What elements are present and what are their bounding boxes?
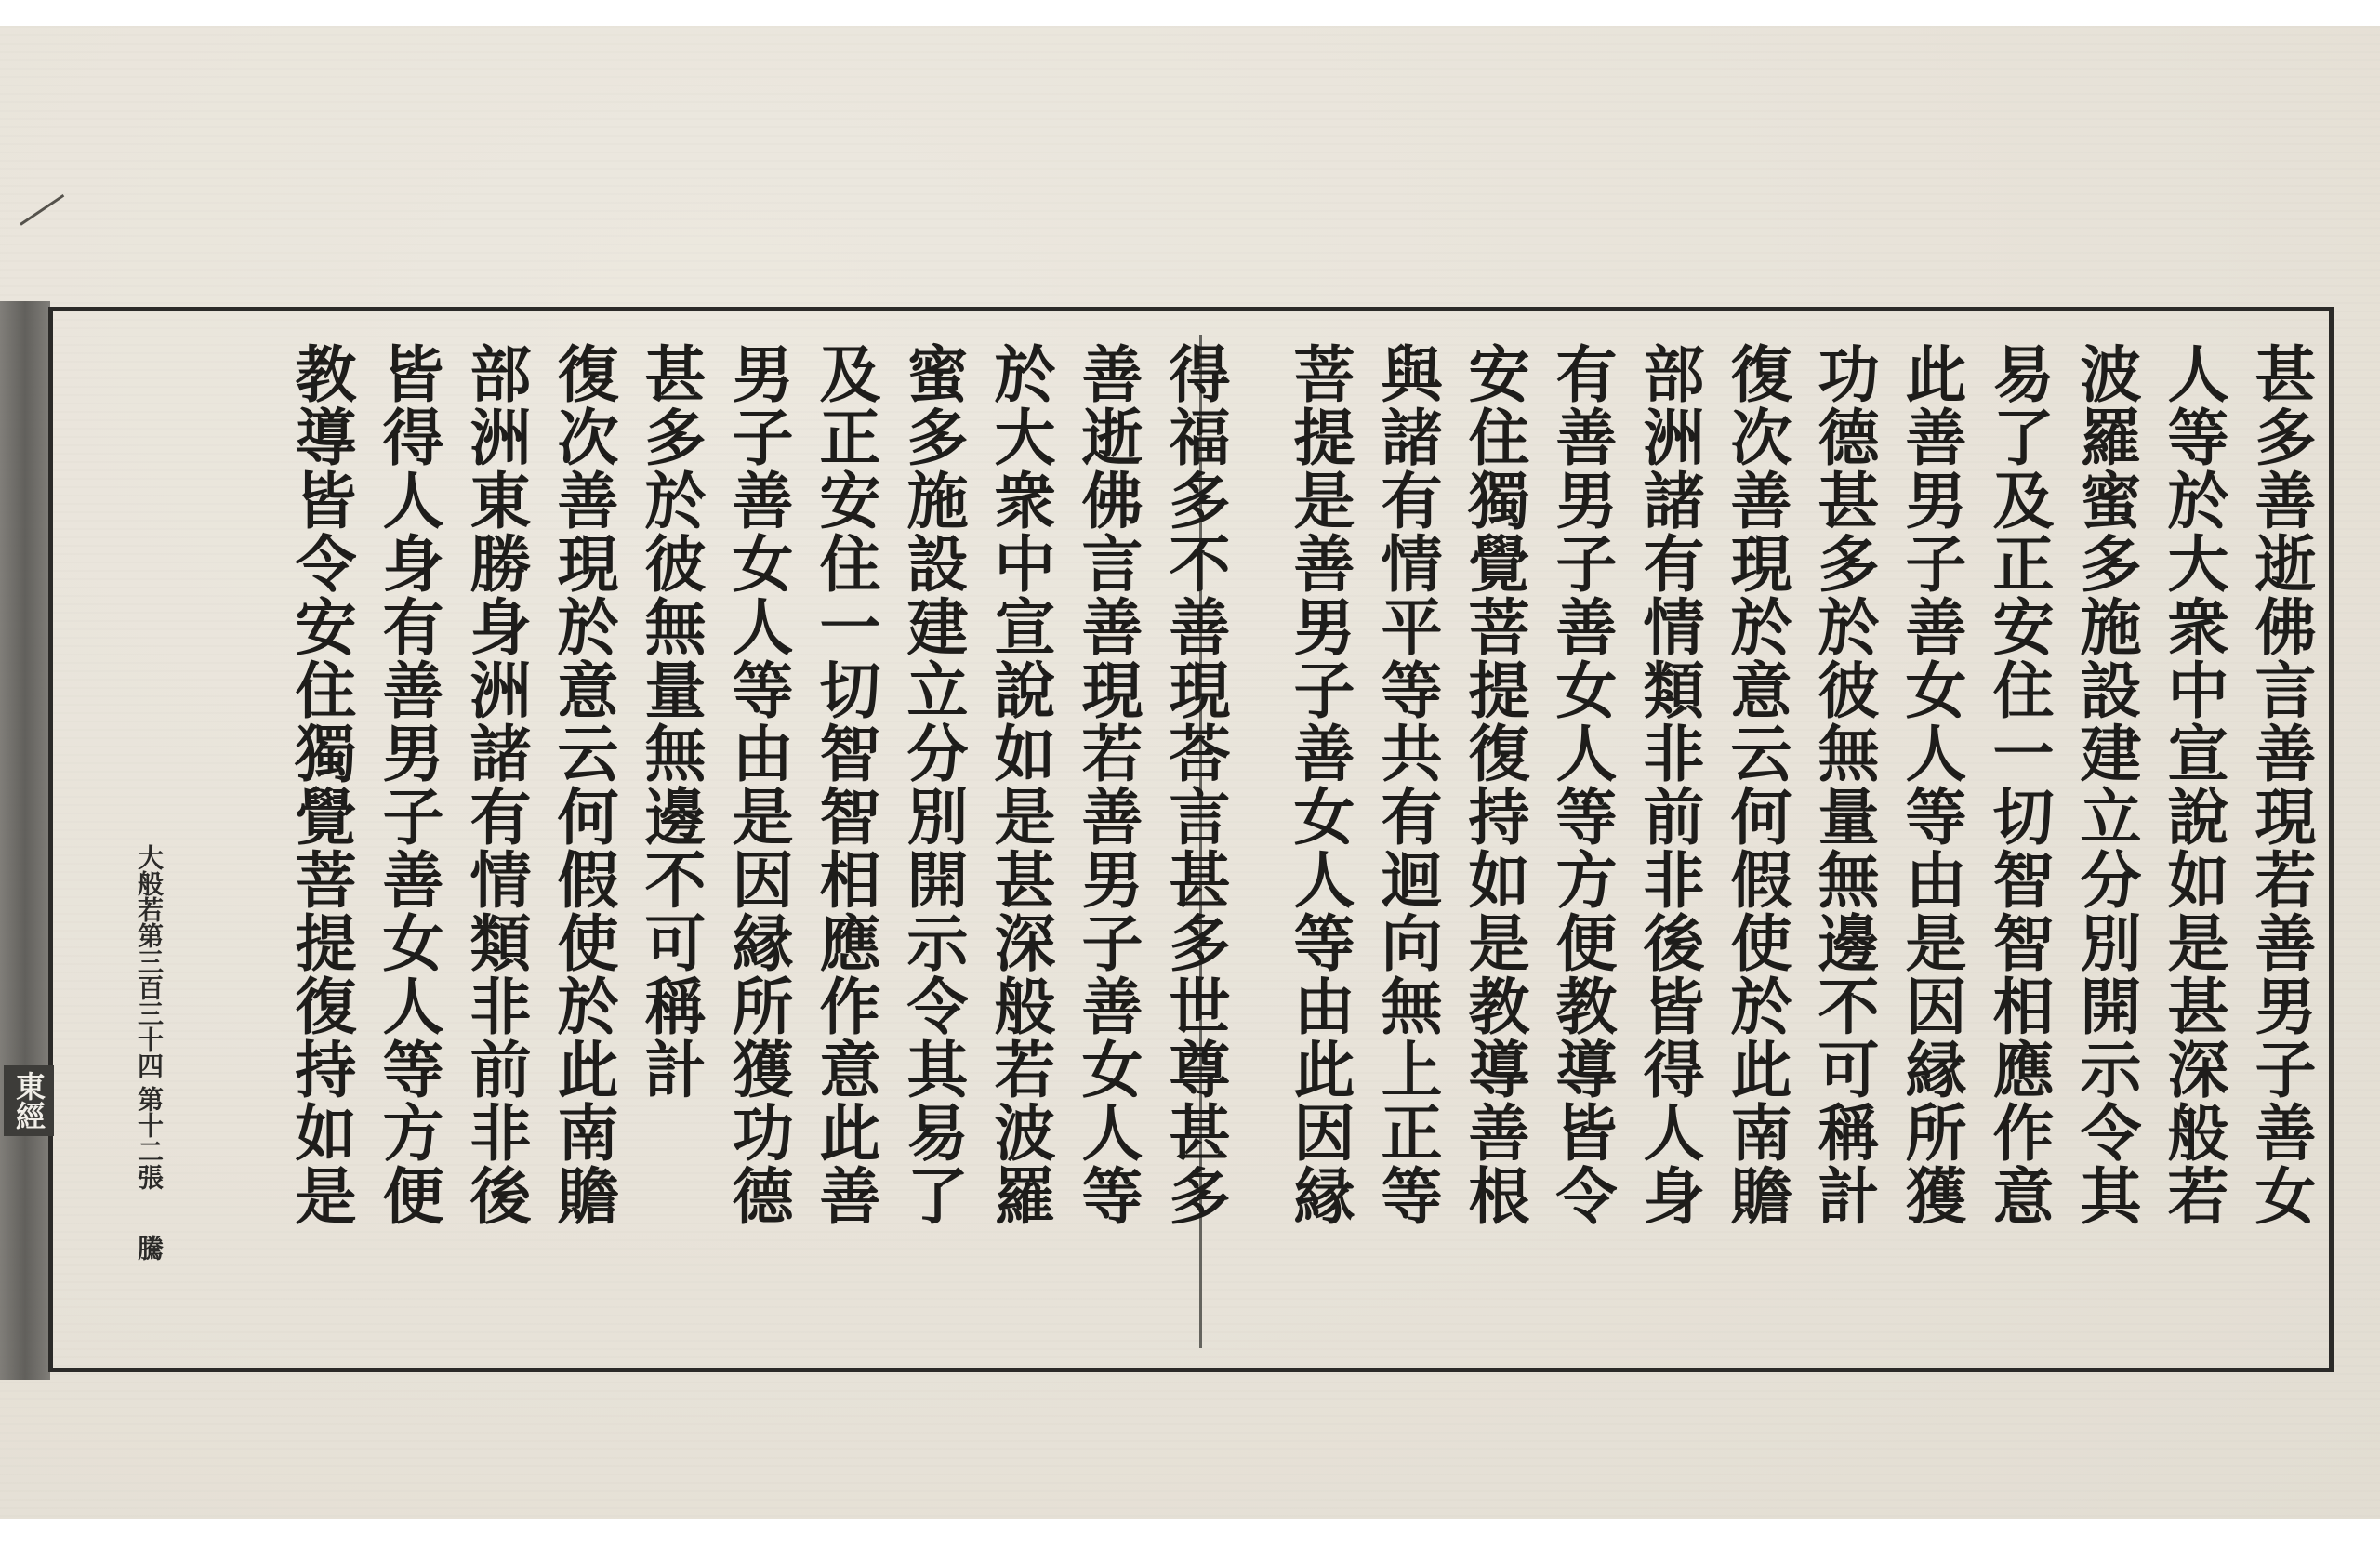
text-column: 易了及正安住一切智智相應作意	[1982, 342, 2055, 1227]
text-column: 部洲東勝身洲諸有情類非前非後	[459, 342, 532, 1227]
text-column: 復次善現於意云何假使於此南贍	[1720, 342, 1792, 1227]
text-column: 復次善現於意云何假使於此南贍	[547, 342, 619, 1227]
side-stamp: 東經	[4, 1065, 54, 1136]
marginal-title: 大般若第三百三十四	[134, 844, 165, 1078]
text-column: 安住獨覺菩提復持如是教導善根	[1458, 342, 1530, 1227]
text-column: 有善男子善女人等方便教導皆令	[1545, 342, 1618, 1227]
text-column: 得福多不善現荅言甚多世尊甚多	[1158, 342, 1231, 1227]
text-column: 功德甚多於彼無量無邊不可稱計	[1807, 342, 1880, 1227]
scripture-page	[0, 26, 2380, 1519]
text-column: 此善男子善女人等由是因縁所獲	[1895, 342, 1967, 1227]
text-column: 男子善女人等由是因縁所獲功德	[721, 342, 794, 1227]
text-column: 人等於大衆中宣說如是甚深般若	[2157, 342, 2229, 1227]
text-column: 蜜多施設建立分別開示令其易了	[896, 342, 969, 1227]
text-column: 於大衆中宣說如是甚深般若波羅	[984, 342, 1056, 1227]
text-column: 善逝佛言善現若善男子善女人等	[1071, 342, 1144, 1227]
text-column: 及正安住一切智智相應作意此善	[809, 342, 881, 1227]
marginal-page-number: 第十二張	[134, 1086, 165, 1190]
text-column: 與諸有情平等共有迴向無上正等	[1370, 342, 1443, 1227]
left-border-band	[0, 301, 50, 1380]
text-column: 部洲諸有情類非前非後皆得人身	[1633, 342, 1705, 1227]
text-column: 教導皆令安住獨覺菩提復持如是	[284, 342, 357, 1227]
text-column: 波羅蜜多施設建立分別開示令其	[2069, 342, 2142, 1227]
text-column: 甚多於彼無量無邊不可稱計	[634, 342, 707, 1101]
text-column: 皆得人身有善男子善女人等方便	[372, 342, 444, 1227]
marginal-mark: 騰	[134, 1235, 165, 1261]
text-column: 菩提是善男子善女人等由此因縁	[1283, 342, 1355, 1227]
text-column: 甚多善逝佛言善現若善男子善女	[2244, 342, 2317, 1227]
tear-mark	[20, 194, 64, 226]
